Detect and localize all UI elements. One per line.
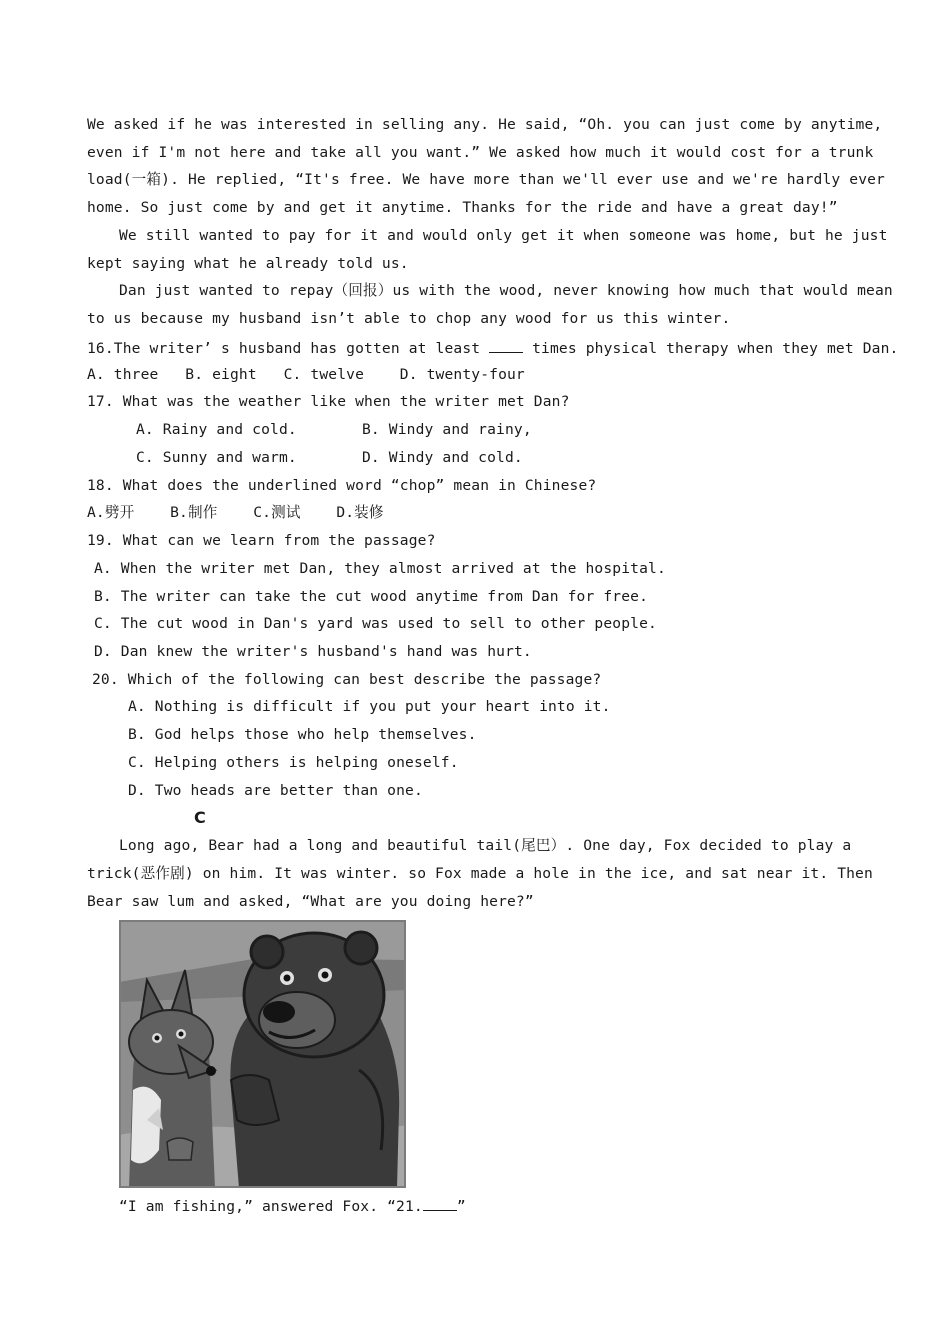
q17-option-a: A. Rainy and cold. <box>136 421 297 438</box>
q19-option-d: D. Dan knew the writer's husband's hand was hurt. <box>94 643 532 660</box>
q19-option-b: B. The writer can take the cut wood anytime from Dan for free. <box>94 588 649 605</box>
passage-line: We asked if he was interested in selling any. He said, “Oh. you can just come by anytime, <box>87 116 883 133</box>
passage-line: load(一箱). He replied, “It's free. We have more than we'll ever use and we're hardly ever <box>87 171 885 188</box>
question-18-options: A.劈开 B.制作 C.测试 D.装修 <box>87 504 384 521</box>
question-19-stem: 19. What can we learn from the passage? <box>87 532 436 549</box>
q16-stem-after: times physical therapy when they met Dan. <box>523 340 899 357</box>
question-17-stem: 17. What was the weather like when the writer met Dan? <box>87 393 570 410</box>
q17-option-c: C. Sunny and warm. <box>136 449 297 466</box>
passage-line: Dan just wanted to repay（回报）us with the wood, never knowing how much that would mean <box>119 282 893 299</box>
q20-option-d: D. Two heads are better than one. <box>128 782 423 799</box>
q19-option-c: C. The cut wood in Dan's yard was used to sell to other people. <box>94 615 657 632</box>
dialog-line <box>119 1195 466 1217</box>
fox-bear-illustration <box>119 920 406 1188</box>
q19-option-a: A. When the writer met Dan, they almost arrived at the hospital. <box>94 560 666 577</box>
passage-line: kept saying what he already told us. <box>87 255 409 272</box>
fox-bear-drawing <box>119 920 406 1188</box>
q20-option-a: A. Nothing is difficult if you put your heart into it. <box>128 698 611 715</box>
q20-option-c: C. Helping others is helping oneself. <box>128 754 459 771</box>
passage-line: even if I'm not here and take all you want.” We asked how much it would cost for a trunk <box>87 144 874 161</box>
passage-line: Long ago, Bear had a long and beautiful tail(尾巴）. One day, Fox decided to play a <box>119 837 852 854</box>
passage-line: Bear saw lum and asked, “What are you doing here?” <box>87 893 534 910</box>
q16-answer-blank <box>489 337 523 353</box>
passage-line: home. So just come by and get it anytime. Thanks for the ride and have a great day!” <box>87 199 838 216</box>
q17-option-d: D. Windy and cold. <box>362 449 523 466</box>
question-18-stem: 18. What does the underlined word “chop” mean in Chinese? <box>87 477 597 494</box>
question-20-stem: 20. Which of the following can best describe the passage? <box>92 671 602 688</box>
question-16-options: A. three B. eight C. twelve D. twenty-four <box>87 366 525 383</box>
q21-answer-blank <box>423 1195 457 1211</box>
q17-option-b: B. Windy and rainy, <box>362 421 532 438</box>
q20-option-b: B. God helps those who help themselves. <box>128 726 477 743</box>
passage-line: to us because my husband isn’t able to chop any wood for us this winter. <box>87 310 731 327</box>
section-heading: C <box>194 808 206 827</box>
dialog-after: ” <box>456 1198 466 1215</box>
q16-stem-before: 16.The writer’ s husband has gotten at least <box>87 340 490 357</box>
passage-line: We still wanted to pay for it and would only get it when someone was home, but he just <box>119 227 888 244</box>
passage-line: trick(恶作剧) on him. It was winter. so Fox made a hole in the ice, and sat near it. Then <box>87 865 873 882</box>
dialog-before: “I am fishing,” answered Fox. “21. <box>119 1198 423 1215</box>
question-16-stem <box>87 337 898 359</box>
